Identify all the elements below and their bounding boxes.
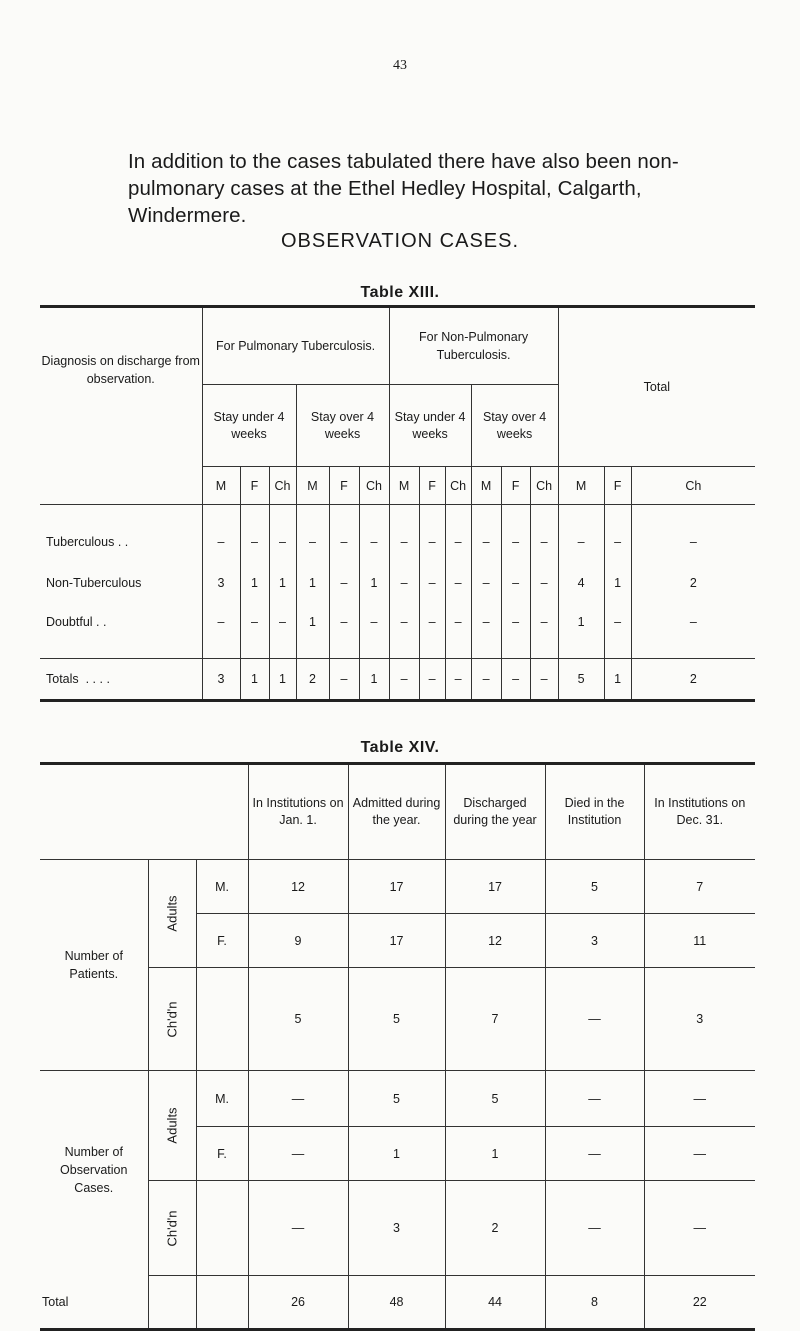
cell: 8 [545,1276,644,1330]
col-m: M [471,467,501,505]
group-patients: Number of Patients. [40,860,148,1071]
cell: — [545,1127,644,1181]
cell: — [644,1071,755,1127]
row-label: Non-Tuberculous [46,575,142,590]
sex-m: M. [196,1071,248,1127]
table-row [40,563,755,603]
cell: 5 [348,968,445,1071]
cell: – [471,505,501,563]
cell: 12 [445,914,545,968]
pulm-stay-under: Stay under 4 weeks [202,385,296,467]
sex-f: F. [196,914,248,968]
cell: – [445,563,471,603]
col-ch: Ch [269,467,296,505]
cell: 5 [348,1071,445,1127]
corner [40,764,248,860]
cell: 11 [644,914,755,968]
header-died: Died in the Institution [545,764,644,860]
cell: 7 [644,860,755,914]
table-14 [40,762,755,1331]
cell: 3 [545,914,644,968]
cell: – [329,505,359,563]
col-f: F [240,467,269,505]
table-13-caption: Table XIII. [360,284,440,301]
blank [148,1276,196,1330]
cell: 12 [248,860,348,914]
col-f: F [501,467,530,505]
cell: — [248,1181,348,1276]
cell: – [501,505,530,563]
cell: – [445,659,471,701]
table-row-totals [40,659,755,701]
row-label: Doubtful . . [46,615,107,630]
cell: – [359,505,389,563]
table-14-caption: Table XIV. [360,739,440,756]
cell: — [644,1127,755,1181]
nonpulm-stay-over: Stay over 4 weeks [471,385,558,467]
col-ch: Ch [631,467,755,505]
cell: – [558,505,604,563]
cell: – [202,603,240,659]
cell: 1 [348,1127,445,1181]
cell: 1 [604,659,631,701]
cell: – [359,603,389,659]
header-admitted: Admitted during the year. [348,764,445,860]
cell: — [545,1181,644,1276]
cell: 17 [445,860,545,914]
intro-paragraph: In addition to the cases tabulated there have also been non-pulmonary cases at the Ethel Hedley Hospital, Calgarth, Windermere. [128,150,679,227]
page-number: 43 [393,58,407,73]
cell: 5 [445,1071,545,1127]
cell: 4 [558,563,604,603]
cell: – [329,603,359,659]
cell: – [329,563,359,603]
cell: – [501,563,530,603]
total-label: Total [42,1294,69,1309]
row-label: Tuberculous . . [46,534,129,549]
pulm-stay-over: Stay over 4 weeks [296,385,389,467]
cell: – [471,659,501,701]
cell: 3 [644,968,755,1071]
cell: – [471,603,501,659]
cell: – [631,603,755,659]
cell: – [419,563,445,603]
cell: 2 [631,659,755,701]
col-m: M [296,467,329,505]
cell: 3 [202,659,240,701]
cell: 7 [445,968,545,1071]
cell: – [604,603,631,659]
cell: 44 [445,1276,545,1330]
cell: 22 [644,1276,755,1330]
cell: 5 [248,968,348,1071]
cell: 1 [604,563,631,603]
cell: – [389,659,419,701]
children-label: Ch'd'n [148,968,196,1071]
col-m: M [558,467,604,505]
header-dec: In Institutions on Dec. 31. [644,764,755,860]
diagnosis-header: Diagnosis on discharge from observation. [40,307,202,505]
cell: – [445,505,471,563]
cell: – [389,505,419,563]
cell: 1 [240,659,269,701]
cell: — [545,968,644,1071]
col-f: F [604,467,631,505]
cell: – [530,659,558,701]
cell: 3 [202,563,240,603]
table-row [40,505,755,563]
cell: — [248,1071,348,1127]
cell: — [248,1127,348,1181]
col-f: F [419,467,445,505]
cell: – [202,505,240,563]
group-observation: Number of Observation Cases. [60,1145,128,1195]
cell: 5 [545,860,644,914]
cell: 1 [445,1127,545,1181]
cell: 1 [240,563,269,603]
adults-label: Adults [148,1071,196,1181]
row-label: Totals . . . . [40,659,202,701]
cell: 1 [269,659,296,701]
header-discharged: Discharged during the year [445,764,545,860]
blank [196,968,248,1071]
cell: – [240,603,269,659]
pulmonary-header: For Pulmonary Tuberculosis. [202,307,389,385]
cell: 5 [558,659,604,701]
cell: 3 [348,1181,445,1276]
cell: – [530,505,558,563]
cell: 1 [296,603,329,659]
table-13 [40,305,755,702]
cell: – [631,505,755,563]
cell: 1 [359,659,389,701]
cell: – [501,659,530,701]
non-pulmonary-header: For Non-Pulmonary Tuberculosis. [389,307,558,385]
cell: – [604,505,631,563]
cell: – [419,603,445,659]
cell: 26 [248,1276,348,1330]
cell: 1 [269,563,296,603]
cell: 1 [296,563,329,603]
children-label: Ch'd'n [148,1181,196,1276]
col-f: F [329,467,359,505]
cell: – [501,603,530,659]
col-ch: Ch [530,467,558,505]
col-m: M [389,467,419,505]
cell: – [269,505,296,563]
col-m: M [202,467,240,505]
cell: – [269,603,296,659]
cell: 48 [348,1276,445,1330]
cell: – [530,563,558,603]
cell: 2 [445,1181,545,1276]
cell: – [389,603,419,659]
cell: 17 [348,860,445,914]
nonpulm-stay-under: Stay under 4 weeks [389,385,471,467]
cell: – [445,603,471,659]
cell: — [644,1181,755,1276]
cell: – [471,563,501,603]
blank [196,1276,248,1330]
cell: 9 [248,914,348,968]
header-jan: In Institutions on Jan. 1. [248,764,348,860]
sex-m: M. [196,860,248,914]
cell: – [296,505,329,563]
cell: 1 [558,603,604,659]
adults-label: Adults [148,860,196,968]
cell: 2 [296,659,329,701]
blank [196,1181,248,1276]
cell: – [389,563,419,603]
cell: – [419,659,445,701]
cell: – [240,505,269,563]
col-ch: Ch [359,467,389,505]
cell: 17 [348,914,445,968]
cell: – [329,659,359,701]
sex-f: F. [196,1127,248,1181]
col-ch: Ch [445,467,471,505]
total-header: Total [558,307,755,467]
cell: 2 [631,563,755,603]
section-heading: OBSERVATION CASES. [280,230,520,252]
cell: – [530,603,558,659]
cell: – [419,505,445,563]
cell: 1 [359,563,389,603]
table-row [40,603,755,659]
cell: — [545,1071,644,1127]
